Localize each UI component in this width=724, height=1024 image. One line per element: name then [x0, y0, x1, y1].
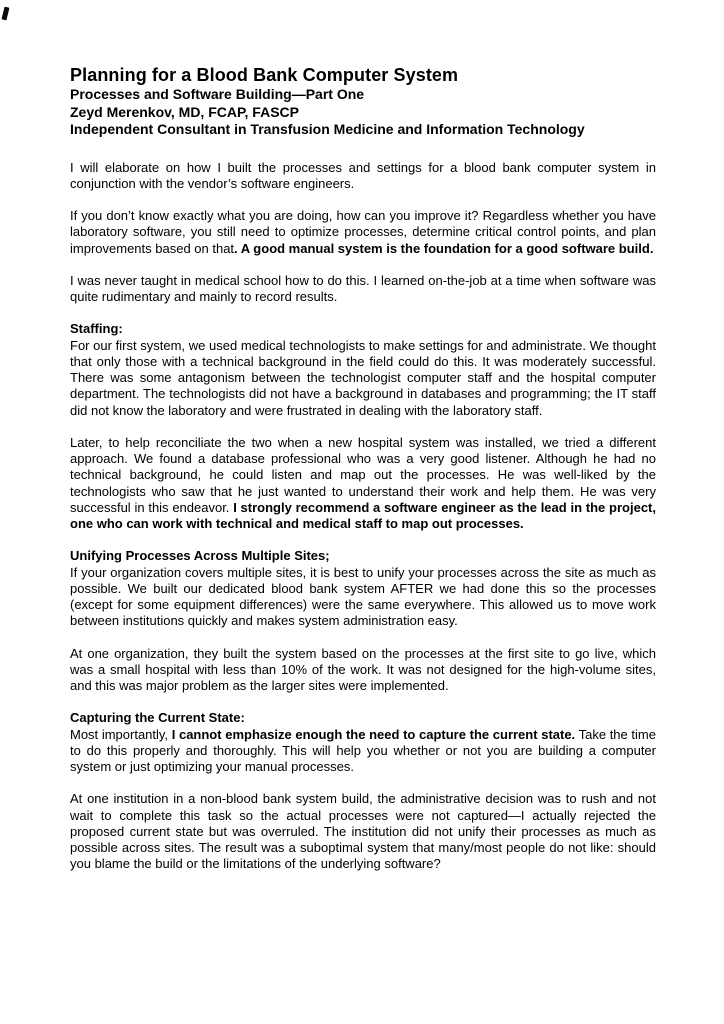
scan-artifact-mark — [2, 7, 10, 21]
body-paragraph — [70, 791, 656, 872]
body-paragraph — [70, 273, 656, 305]
text-run: I was never taught in medical school how to do this. I learned on-the-job at a time when software was quite rudimentary and mainly to record results. — [70, 272, 656, 305]
text-run: Later, to help reconciliate the two when a new hospital system was installed, we tried a different approach. We found a database professional who was a very good listener. Although he had no technical background, he could listen and map out the processes. He was well-liked by the technologists who saw that he just wanted to understand their work and help them. He was very successful in this endeavor. — [70, 434, 656, 515]
bold-text-run: Staffing: — [70, 321, 123, 337]
body-paragraph — [70, 727, 656, 776]
section-heading — [70, 321, 656, 337]
text-run: If your organization covers multiple sites, it is best to unify your processes across the site as much as possible. We built our dedicated blood bank system AFTER we had done this so the processes (except for some equipment differences) were the same everywhere. This allowed us to move work between institutions quickly and makes system administration easy. — [70, 564, 656, 629]
body-paragraph — [70, 338, 656, 419]
body-paragraph — [70, 208, 656, 257]
bold-text-run: I cannot emphasize enough the need to capture the current state. — [171, 726, 576, 742]
body-paragraph — [70, 435, 656, 532]
section-heading — [70, 710, 656, 726]
text-run: Take the time to do this properly and thoroughly. This will help you whether or not you are building a computer system or just optimizing your manual processes. — [70, 726, 656, 774]
bold-text-run: Unifying Processes Across Multiple Sites; — [70, 548, 330, 564]
document-author-role: Independent Consultant in Transfusion Medicine and Information Technology — [70, 121, 585, 137]
text-run: For our first system, we used medical technologists to make settings for and administrate. We thought that only those with a technical background in the field could do this. It was moderately successful. There was some antagonism between the technologist computer staff and the hospital computer department. The technologists did not have a background in databases and programming; the IT staff did not know the laboratory and were frustrated in dealing with the laboratory staff. — [70, 337, 656, 418]
document-title: Planning for a Blood Bank Computer System — [70, 65, 459, 85]
text-run: Most importantly, — [70, 726, 172, 742]
body-paragraph — [70, 160, 656, 192]
text-run: At one institution in a non-blood bank system build, the administrative decision was to rush and not wait to complete this task so the actual processes were not captured—I actually rejected the proposed current state but was overruled. The institution did not unify their processes as much as possible across sites. The result was a suboptimal system that many/most people do not like: should you blame the build or the limitations of the underlying software? — [70, 791, 656, 872]
body-paragraph — [70, 565, 656, 630]
text-run: At one organization, they built the system based on the processes at the first site to go live, which was a small hospital with less than 10% of the work. It was not designed for the high-volume sites, and this was major problem as the larger sites were implemented. — [70, 645, 656, 693]
text-run: I will elaborate on how I built the processes and settings for a blood bank computer system in conjunction with the vendor’s software engineers. — [70, 159, 656, 191]
document-subtitle: Processes and Software Building—Part One — [70, 86, 365, 102]
section-heading — [70, 548, 656, 564]
text-run: If you don’t know exactly what you are doing, how can you improve it? Regardless whether you have laboratory software, you still need to optimize processes, determine critical control points, and plan improvements based on that — [70, 208, 656, 256]
document-body — [70, 160, 656, 873]
bold-text-run: . A good manual system is the foundation for a good software build. — [234, 240, 654, 256]
document-author: Zeyd Merenkov, MD, FCAP, FASCP — [70, 103, 299, 120]
bold-text-run: I strongly recommend a software engineer as the lead in the project, one who can work with technical and medical staff to map out processes. — [70, 499, 656, 531]
document-content — [70, 64, 656, 872]
body-paragraph — [70, 646, 656, 695]
bold-text-run: Capturing the Current State: — [70, 710, 245, 726]
